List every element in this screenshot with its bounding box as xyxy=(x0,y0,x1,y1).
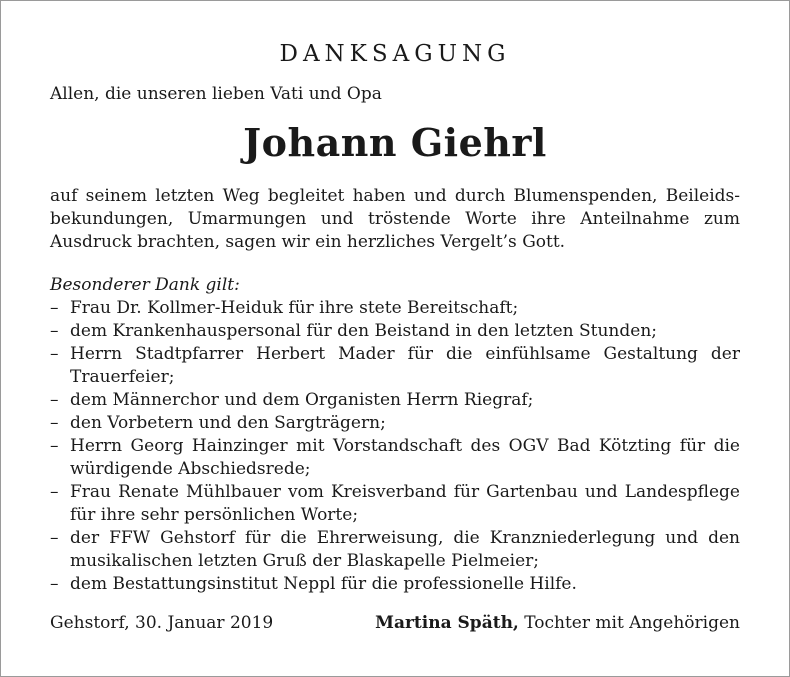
thanks-item xyxy=(50,573,740,596)
thanks-item xyxy=(50,435,740,481)
dash-mark: – xyxy=(50,528,59,548)
body-text: auf seinem letzten Weg begleitet haben und durch Blumenspenden, Beileidsbekundungen, Umarmungen und tröstende Worte ihre Anteilnahme zum Ausdruck brachten, sagen wir ein herzliches Vergelt’s Gott. xyxy=(50,186,740,252)
thanks-item xyxy=(50,343,740,389)
thanks-item xyxy=(50,527,740,573)
dash-mark: – xyxy=(50,482,59,502)
dash-mark: – xyxy=(50,574,59,594)
thanks-item-text: Herrn Georg Hainzinger mit Vorstandschaft des OGV Bad Kötzting für die würdigende Abschiedsrede; xyxy=(70,436,740,479)
thanks-item-text: dem Männerchor und dem Organisten Herrn Riegraf; xyxy=(70,390,534,410)
signature-line xyxy=(375,612,740,635)
thanks-item xyxy=(50,481,740,527)
dash-mark: – xyxy=(50,390,59,410)
notice-heading: DANKSAGUNG xyxy=(279,41,511,67)
signer-relation: Tochter mit Angehörigen xyxy=(518,613,740,633)
notice-footer xyxy=(50,612,740,635)
thanks-item-text: dem Bestattungsinstitut Neppl für die professionelle Hilfe. xyxy=(70,574,577,594)
signer-name: Martina Späth, xyxy=(375,613,519,633)
dash-mark: – xyxy=(50,344,59,364)
thanks-item xyxy=(50,412,740,435)
place-date: Gehstorf, 30. Januar 2019 xyxy=(50,613,274,633)
thanks-item-text: Frau Renate Mühlbauer vom Kreisverband für Gartenbau und Landespflege für ihre sehr persönlichen Worte; xyxy=(70,482,740,525)
dash-mark: – xyxy=(50,298,59,318)
thanks-item-text: dem Krankenhauspersonal für den Beistand in den letzten Stunden; xyxy=(70,321,657,341)
dash-mark: – xyxy=(50,436,59,456)
special-thanks-heading: Besonderer Dank gilt: xyxy=(50,275,240,295)
thanks-item xyxy=(50,389,740,412)
dash-mark: – xyxy=(50,321,59,341)
thanks-item xyxy=(50,297,740,320)
intro-text: Allen, die unseren lieben Vati und Opa xyxy=(50,84,382,104)
thanks-item-text: der FFW Gehstorf für die Ehrerweisung, die Kranzniederlegung und den musikalischen letzten Gruß der Blaskapelle Pielmeier; xyxy=(70,528,740,571)
dash-mark: – xyxy=(50,413,59,433)
deceased-name: Johann Giehrl xyxy=(243,120,547,165)
thanks-item-text: Frau Dr. Kollmer-Heiduk für ihre stete Bereitschaft; xyxy=(70,298,519,318)
thanks-item-text: Herrn Stadtpfarrer Herbert Mader für die einfühlsame Gestaltung der Trauerfeier; xyxy=(70,344,740,387)
thanks-item xyxy=(50,320,740,343)
thanks-item-text: den Vorbetern und den Sargträgern; xyxy=(70,413,386,433)
thanks-list xyxy=(50,297,740,596)
